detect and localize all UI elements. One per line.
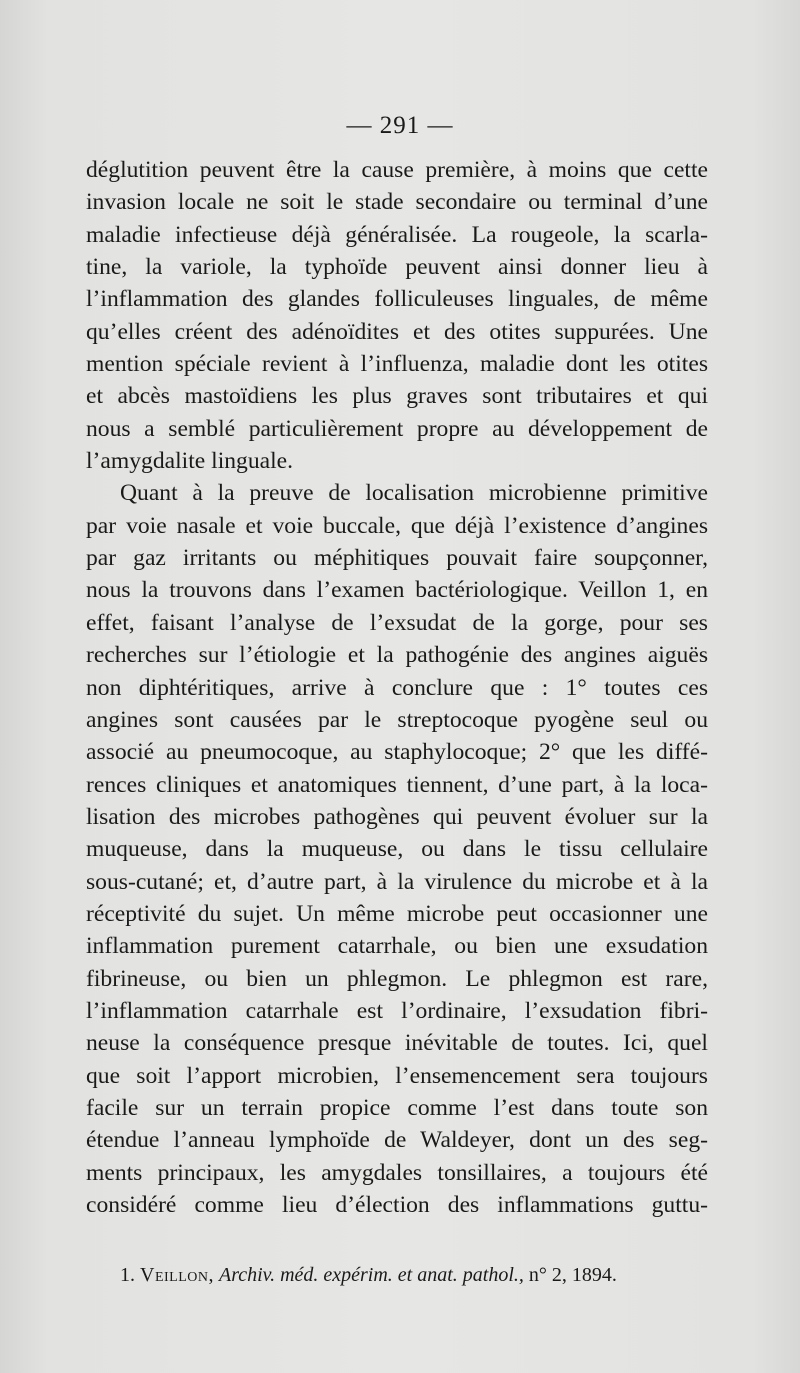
text-line: Quant à la preuve de localisation microbienne primitive [120,480,708,507]
text-line: rences cliniques et anatomiques tiennent, d’une part, à la loca- [86,771,708,798]
text-line: nous la trouvons dans l’examen bactériologique. Veillon 1, en [86,577,708,604]
text-line: non diphtéritiques, arrive à conclure que : 1° toutes ces [86,674,708,701]
text-line: par voie nasale et voie buccale, que déjà l’existence d’angines [86,512,708,539]
text-line: étendue l’anneau lymphoïde de Waldeyer, dont un des seg- [86,1127,708,1154]
text-line: considéré comme lieu d’élection des inflammations guttu- [86,1192,708,1218]
text-line: associé au pneumocoque, au staphylocoque; 2° que les diffé- [86,739,708,766]
text-line: nous a semblé particulièrement propre au développement de [86,415,708,442]
text-line: par gaz irritants ou méphitiques pouvait faire soupçonner, [86,545,708,572]
text-line: qu’elles créent des adénoïdites et des otites suppurées. Une [86,318,708,345]
text-line: l’inflammation catarrhale est l’ordinaire, l’exsudation fibri- [86,997,708,1024]
text-line: que soit l’apport microbien, l’ensemencement sera toujours [86,1062,708,1089]
footnote [120,1264,617,1287]
text-line: l’inflammation des glandes folliculeuses linguales, de même [86,286,708,313]
footnote-marker: 1. [120,1264,135,1286]
text-line: réceptivité du sujet. Un même microbe peut occasionner une [86,900,708,927]
text-line: inflammation purement catarrhale, ou bien une exsudation [86,933,708,960]
text-line: fibrineuse, ou bien un phlegmon. Le phlegmon est rare, [86,965,708,992]
text-line: déglutition peuvent être la cause première, à moins que cette [86,157,708,183]
text-line: mention spéciale revient à l’influenza, maladie dont les otites [86,351,708,378]
text-line: ments principaux, les amygdales tonsillaires, a toujours été [86,1159,708,1186]
text-line: et abcès mastoïdiens les plus graves sont tributaires et qui [86,383,708,410]
text-line: neuse la conséquence presque inévitable de toutes. Ici, quel [86,1030,708,1057]
text-line: l’amygdalite linguale. [86,448,294,475]
text-line: invasion locale ne soit le stade secondaire ou terminal d’une [86,189,708,216]
footnote-author: Veillon, [140,1264,214,1286]
text-line: muqueuse, dans la muqueuse, ou dans le tissu cellulaire [86,836,708,863]
footnote-journal: Archiv. méd. expérim. et anat. pathol., [218,1264,524,1286]
body-text [86,154,708,1221]
text-line: recherches sur l’étiologie et la pathogénie des angines aiguës [86,642,708,669]
text-line: effet, faisant l’analyse de l’exsudat de la gorge, pour ses [86,609,708,636]
text-line: angines sont causées par le streptocoque pyogène seul ou [86,706,708,733]
text-line: lisation des microbes pathogènes qui peuvent évoluer sur la [86,803,708,830]
text-line: tine, la variole, la typhoïde peuvent ainsi donner lieu à [86,254,708,281]
text-line: maladie infectieuse déjà généralisée. La rougeole, la scarla- [86,221,708,248]
text-line: facile sur un terrain propice comme l’est dans toute son [86,1094,708,1121]
text-line: sous-cutané; et, d’autre part, à la virulence du microbe et à la [86,868,708,895]
page-number: — 291 — [346,112,454,139]
footnote-details: n° 2, 1894. [528,1264,617,1286]
